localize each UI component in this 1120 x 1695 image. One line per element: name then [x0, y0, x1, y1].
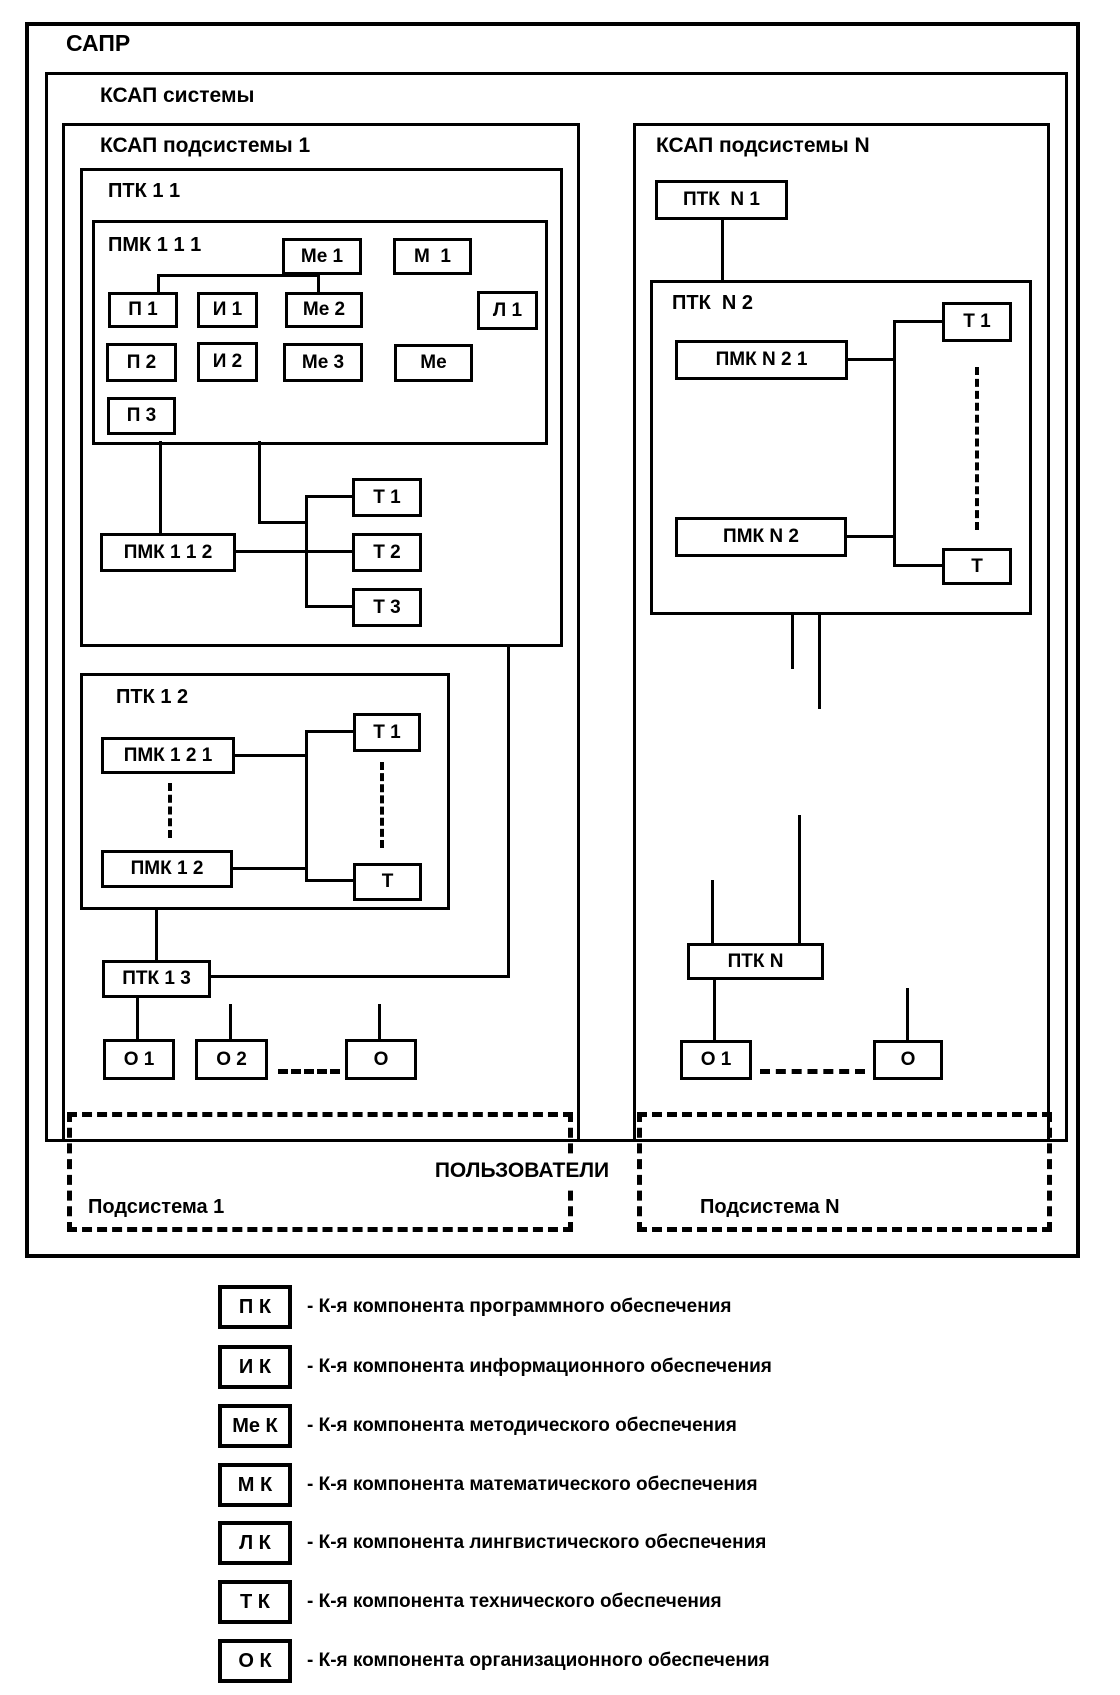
- stub-ptkN-up-a: [711, 880, 714, 945]
- legend-text-mek: - К-я компонента методического обеспечения: [307, 1415, 737, 1436]
- ksap-subsystem1-label: КСАП подсистемы 1: [100, 134, 311, 157]
- stub-tN1: [893, 320, 942, 323]
- component-o1: О 1: [103, 1039, 175, 1080]
- component-tN: Т: [942, 548, 1012, 585]
- ptk-n-1-box: ПТК N 1: [655, 180, 788, 220]
- legend-text-tk: - К-я компонента технического обеспечения: [307, 1591, 722, 1612]
- dashed-o2-o: [278, 1069, 340, 1074]
- stub-t-ptk12: [305, 879, 353, 882]
- connector-pmk111-bend: [258, 521, 308, 524]
- ptk-n-2-label: ПТК N 2: [672, 292, 754, 314]
- connector-ptkN-o1: [713, 978, 716, 1042]
- legend-text-ok: - К-я компонента организационного обеспечения: [307, 1650, 770, 1671]
- component-t2: Т 2: [352, 533, 422, 572]
- ptk-1-3-box: ПТК 1 3: [102, 960, 211, 998]
- legend-box-tk: Т К: [218, 1580, 292, 1624]
- legend-text-lk: - К-я компонента лингвистического обеспечения: [307, 1532, 767, 1553]
- ksap-subsystemN-label: КСАП подсистемы N: [656, 134, 870, 157]
- stub-o1: [136, 996, 139, 1041]
- component-t3: Т 3: [352, 588, 422, 627]
- component-tN1: Т 1: [942, 302, 1012, 342]
- dashed-t1-t-left: [380, 762, 384, 848]
- component-t-ptk12: Т: [353, 863, 422, 901]
- connector-pmkN21: [846, 358, 895, 361]
- stub-ptkN-up-b: [798, 815, 801, 945]
- component-o: О: [345, 1039, 417, 1080]
- subsystemN-label: Подсистема N: [700, 1196, 840, 1218]
- connector-pmk112-t2: [236, 550, 352, 553]
- users-label: ПОЛЬЗОВАТЕЛИ: [410, 1157, 634, 1185]
- stub-t3: [305, 605, 353, 608]
- ptk-1-1-label: ПТК 1 1: [108, 180, 181, 202]
- connector-pmk121: [235, 754, 307, 757]
- component-me: Ме: [394, 344, 473, 382]
- ksap-subsystemN-box: [633, 123, 1050, 1142]
- connector-ptk11-ptk13-h: [211, 975, 510, 978]
- legend-box-mek: Ме К: [218, 1404, 292, 1448]
- component-i2: И 2: [197, 342, 258, 382]
- legend-box-ik: И К: [218, 1345, 292, 1389]
- ptk-n-box: ПТК N: [687, 943, 824, 980]
- sapr-label: САПР: [66, 30, 131, 56]
- stub-tN: [893, 564, 942, 567]
- component-p1: П 1: [108, 292, 178, 328]
- legend-text-pk: - К-я компонента программного обеспечения: [307, 1296, 732, 1317]
- pmk-1-2-1-box: ПМК 1 2 1: [101, 737, 235, 774]
- connector-ptk12-ptk13: [155, 908, 158, 962]
- stub-oN: [906, 988, 909, 1042]
- connector-me1-me2-stub: [317, 272, 320, 292]
- ptk-1-2-label: ПТК 1 2: [116, 686, 189, 708]
- component-t1: Т 1: [352, 478, 422, 517]
- dashed-pmk121-pmk12: [168, 783, 172, 838]
- legend-box-lk: Л К: [218, 1521, 292, 1565]
- pmk-1-1-2-box: ПМК 1 1 2: [100, 533, 236, 572]
- component-i1: И 1: [197, 292, 258, 328]
- legend-box-mk: М К: [218, 1463, 292, 1507]
- legend-box-ok: О К: [218, 1639, 292, 1683]
- stub-t1: [305, 495, 353, 498]
- pmk-1-1-1-label: ПМК 1 1 1: [108, 234, 202, 256]
- pmk-n-2-box: ПМК N 2: [675, 517, 847, 557]
- subsystem1-label: Подсистема 1: [88, 1196, 225, 1218]
- component-oN: О: [873, 1040, 943, 1080]
- stub-ptkN2-down-b: [818, 613, 821, 709]
- connector-p3-pmk112: [159, 441, 162, 533]
- stub-o: [378, 1004, 381, 1041]
- stub-ptkN2-down-a: [791, 613, 794, 669]
- legend-text-mk: - К-я компонента математического обеспечения: [307, 1474, 758, 1495]
- stub-t1-ptk12: [305, 730, 353, 733]
- connector-pmk111-down: [258, 441, 261, 524]
- component-me3: Ме 3: [283, 343, 363, 382]
- component-p3: П 3: [107, 397, 176, 435]
- connector-p1-stub: [157, 274, 160, 292]
- connector-ptk11-ptk13-v: [507, 645, 510, 978]
- bracket-t-ptk12: [305, 730, 308, 882]
- dashed-oN1-oN: [760, 1069, 865, 1074]
- dashed-tN1-tN: [975, 367, 979, 530]
- legend-text-ik: - К-я компонента информационного обеспечения: [307, 1356, 772, 1377]
- component-me2: Ме 2: [285, 292, 363, 328]
- component-me1: Ме 1: [282, 238, 362, 275]
- pmk-n-2-1-box: ПМК N 2 1: [675, 340, 848, 380]
- component-o2: О 2: [195, 1039, 268, 1080]
- connector-pmk12: [233, 867, 307, 870]
- legend-box-pk: П К: [218, 1285, 292, 1329]
- connector-ptkN1-ptkN2: [721, 218, 724, 282]
- component-m1: М 1: [393, 238, 472, 275]
- component-l1: Л 1: [477, 291, 538, 330]
- ksap-system-label: КСАП системы: [100, 84, 255, 107]
- component-t1-ptk12: Т 1: [353, 713, 421, 752]
- stub-o2: [229, 1004, 232, 1041]
- connector-pmkN2: [845, 535, 895, 538]
- pmk-1-2-box: ПМК 1 2: [101, 850, 233, 888]
- component-oN1: О 1: [680, 1040, 752, 1080]
- component-p2: П 2: [106, 343, 177, 382]
